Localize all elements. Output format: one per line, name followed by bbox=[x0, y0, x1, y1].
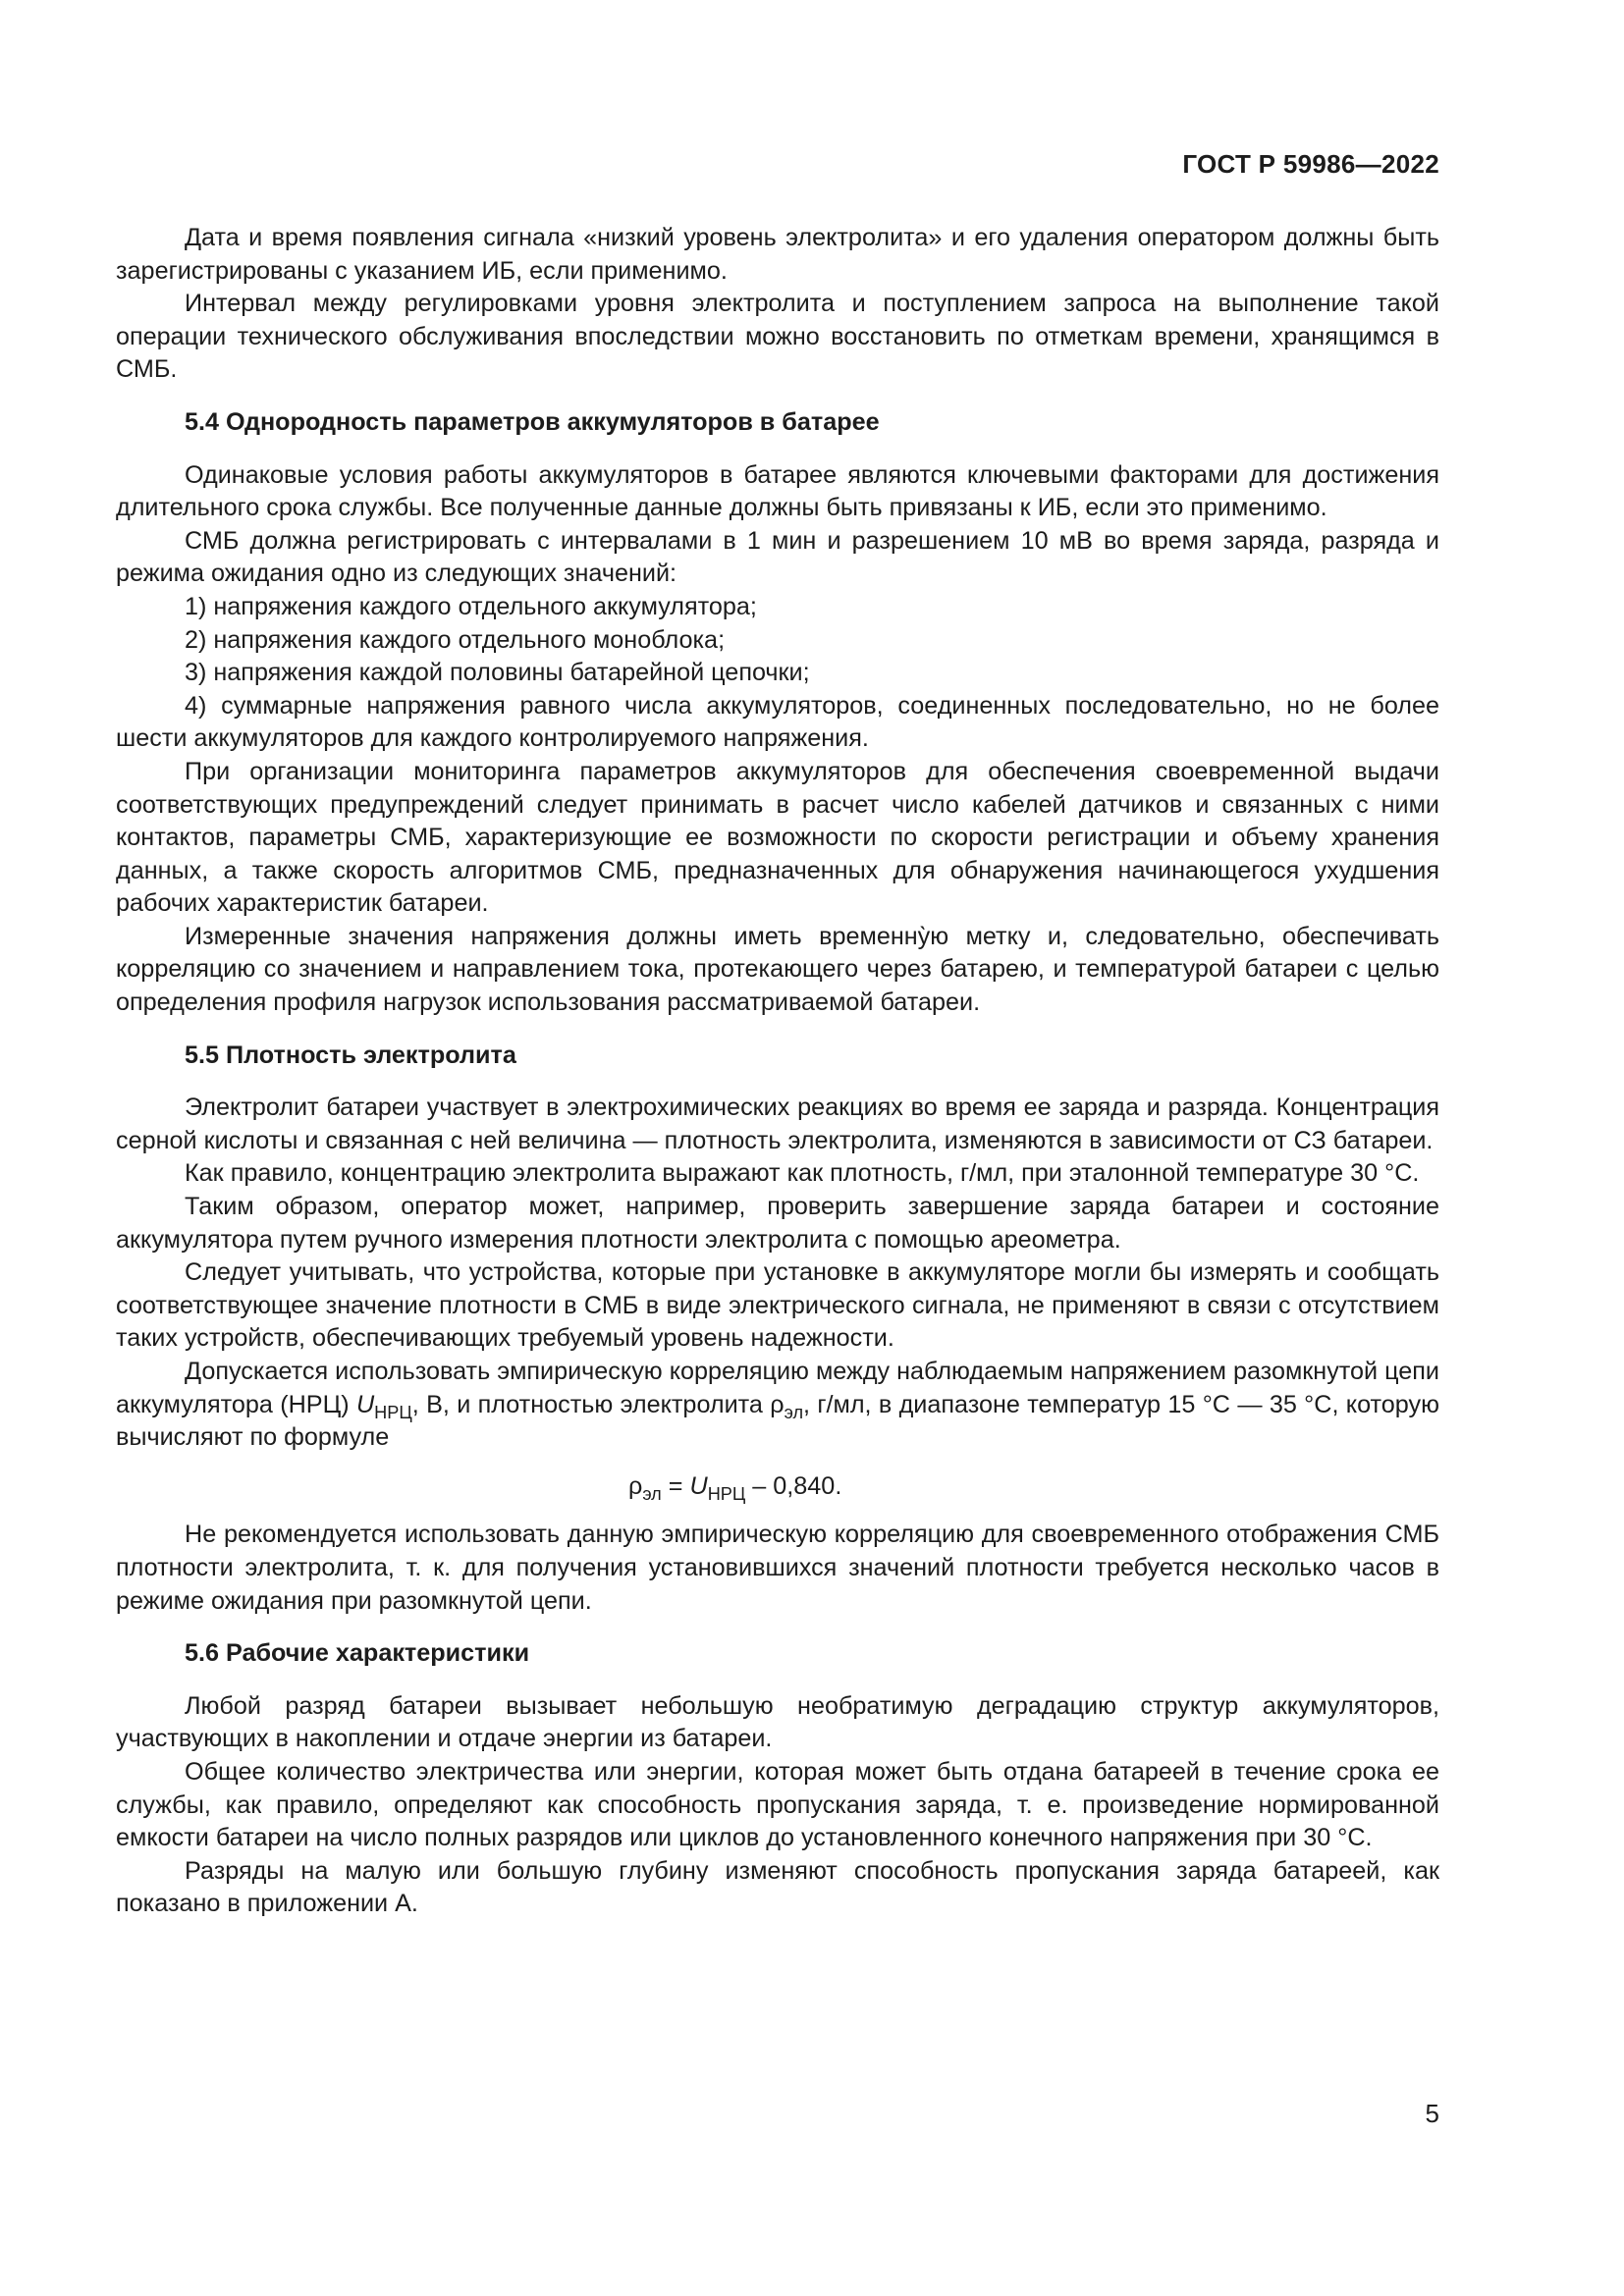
list-item: 1) напряжения каждого отдельного аккумулятора; bbox=[185, 592, 757, 620]
subscript: НРЦ bbox=[707, 1483, 746, 1504]
paragraph: Общее количество электричества или энергии, которая может быть отдана батареей в течение срока ее службы, как правило, определяют как способность пропускания заряда, т. е. произведение нормированной емкости батареи на число полных разрядов или циклов до установленного конечного напряжения при 30 °С. bbox=[116, 1757, 1439, 1852]
symbol-u: U bbox=[689, 1471, 708, 1500]
section-heading-5-6: 5.6 Рабочие характеристики bbox=[185, 1639, 530, 1668]
subscript: эл bbox=[642, 1483, 662, 1504]
subscript: эл bbox=[784, 1402, 804, 1422]
equals-sign: = bbox=[661, 1471, 690, 1500]
section-heading-5-4: 5.4 Однородность параметров аккумуляторов в батарее bbox=[185, 407, 880, 436]
text-run: , г/мл, в диапазоне температур 15 °С — 35 °С, которую вычисляют по формуле bbox=[116, 1390, 1440, 1452]
text-run: , В, и плотностью электролита ρ bbox=[411, 1390, 785, 1418]
symbol-u: U bbox=[355, 1390, 375, 1418]
list-item: 2) напряжения каждого отдельного моноблока; bbox=[185, 625, 726, 654]
paragraph: Дата и время появления сигнала «низкий уровень электролита» и его удаления оператором должны быть зарегистрированы с указанием ИБ, если применимо. bbox=[116, 224, 1439, 285]
list-item: 3) напряжения каждой половины батарейной цепочки; bbox=[185, 659, 810, 687]
paragraph: Интервал между регулировками уровня электролита и поступлением запроса на выполнение такой операции технического обслуживания впоследствии можно восстановить по отметкам времени, хранящимся в СМБ. bbox=[116, 290, 1439, 384]
paragraph: Разряды на малую или большую глубину изменяют способность пропускания заряда батареей, как показано в приложении А. bbox=[116, 1856, 1439, 1918]
standard-designation: ГОСТ Р 59986—2022 bbox=[1182, 149, 1439, 179]
paragraph: Не рекомендуется использовать данную эмпирическую корреляцию для своевременного отображения СМБ плотности электролита, т. к. для получения установившихся значений плотности требуется несколько часов в режиме ожидания при разомкнутой цепи. bbox=[116, 1521, 1439, 1615]
text-run: Допускается использовать эмпирическую корреляцию между наблюдаемым напряжением разомкнутой цепи аккумулятора (НРЦ) bbox=[116, 1358, 1439, 1418]
paragraph: Одинаковые условия работы аккумуляторов в батарее являются ключевыми факторами для достижения длительного срока службы. Все полученные данные должны быть привязаны к ИБ, если это применимо. bbox=[116, 460, 1439, 522]
paragraph: Следует учитывать, что устройства, которые при установке в аккумуляторе могли бы измерять и сообщать соответствующее значение плотности в СМБ в виде электрического сигнала, не применяют в связи с отсутствием таких устройств, обеспечивающих требуемый уровень надежности. bbox=[116, 1258, 1439, 1353]
formula bbox=[116, 1470, 1439, 1504]
paragraph-with-symbols bbox=[116, 1356, 1439, 1455]
list-item: 4) суммарные напряжения равного числа аккумуляторов, соединенных последовательно, но не более шести аккумуляторов для каждого контролируемого напряжения. bbox=[116, 691, 1439, 753]
paragraph: СМБ должна регистрировать с интервалами в 1 мин и разрешением 10 мВ во время заряда, разряда и режима ожидания одно из следующих значений: bbox=[116, 526, 1439, 588]
paragraph: Таким образом, оператор может, например, проверить завершение заряда батареи и состояние аккумулятора путем ручного измерения плотности электролита с помощью ареометра. bbox=[116, 1193, 1439, 1254]
page-number: 5 bbox=[1425, 2099, 1439, 2128]
formula-rest: – 0,840. bbox=[745, 1471, 842, 1500]
paragraph: Электролит батареи участвует в электрохимических реакциях во время ее заряда и разряда. Концентрация серной кислоты и связанная с ней величина — плотность электролита, изменяются в зависимости от СЗ батареи. bbox=[116, 1094, 1439, 1154]
document-body bbox=[116, 222, 1439, 1921]
subscript: НРЦ bbox=[374, 1402, 412, 1422]
section-heading-5-5: 5.5 Плотность электролита bbox=[185, 1041, 516, 1069]
paragraph: При организации мониторинга параметров аккумуляторов для обеспечения своевременной выдачи соответствующих предупреждений следует принимать в расчет число кабелей датчиков и связанных с ними контактов, параметры СМБ, характеризующие ее возможности по скорости регистрации и объему хранения данных, а также скорость алгоритмов СМБ, предназначенных для обнаружения начинающегося ухудшения рабочих характеристик батареи. bbox=[116, 757, 1439, 918]
paragraph: Любой разряд батареи вызывает небольшую необратимую деградацию структур аккумуляторов, участвующих в накоплении и отдаче энергии из батареи. bbox=[116, 1691, 1439, 1753]
paragraph: Измеренные значения напряжения должны иметь временну̀ю метку и, следовательно, обеспечивать корреляцию со значением и направлением тока, протекающего через батарею, и температурой батареи с целью определения профиля нагрузок использования рассматриваемой батареи. bbox=[116, 922, 1439, 1017]
symbol-rho: ρ bbox=[628, 1471, 643, 1500]
paragraph: Как правило, концентрацию электролита выражают как плотность, г/мл, при эталонной температуре 30 °С. bbox=[185, 1159, 1420, 1188]
